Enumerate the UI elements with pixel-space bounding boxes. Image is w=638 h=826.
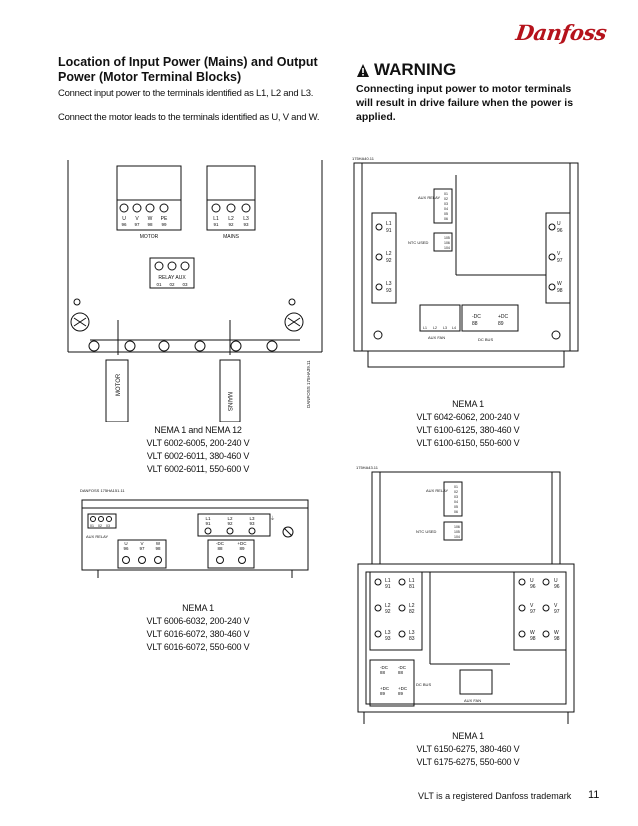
motor-num-99: 99 bbox=[161, 222, 167, 227]
ntc-num: 105 bbox=[454, 530, 460, 534]
aux-num: 03 bbox=[454, 495, 458, 499]
caption-line: VLT 6100-6125, 380-460 V bbox=[416, 425, 520, 435]
gland-plate bbox=[368, 351, 564, 367]
ground-symbol-left bbox=[71, 313, 89, 331]
paragraph-motor: Connect the motor leads to the terminals identified as U, V and W. bbox=[58, 112, 320, 123]
aux-num: 03 bbox=[444, 202, 448, 206]
motor-term-pe: PE bbox=[160, 216, 168, 222]
mains-l2: L2 bbox=[385, 603, 391, 609]
motor-num-98: 98 bbox=[147, 222, 153, 227]
dc-bus-block bbox=[462, 305, 518, 331]
mains-l3b: L3 bbox=[409, 630, 415, 636]
mains-91: 91 bbox=[205, 521, 211, 526]
ntc-num: 104 bbox=[444, 246, 450, 250]
mains-term-l1: L1 bbox=[213, 216, 219, 222]
warning-heading bbox=[356, 60, 456, 80]
mains-92-label: 92 bbox=[386, 258, 392, 264]
motor-u-label: U bbox=[557, 221, 561, 227]
aux-fan-label: AUX FAN bbox=[464, 698, 482, 703]
motor-u: U bbox=[124, 541, 128, 546]
ground-symbol-right bbox=[552, 331, 560, 339]
relay-num-03: 03 bbox=[182, 282, 188, 287]
motor-terminal-box bbox=[117, 166, 181, 200]
aux-relay-label: AUX RELAY bbox=[86, 534, 109, 539]
mains-num-91: 91 bbox=[213, 222, 219, 227]
aux-num: 03 bbox=[106, 524, 110, 528]
motor-term-u: U bbox=[122, 216, 126, 222]
caption-bottom-right bbox=[398, 730, 538, 769]
mains-l2b: L2 bbox=[409, 603, 415, 609]
dc-bus-label: DC BUS bbox=[478, 337, 494, 342]
mains-l3: L3 bbox=[249, 516, 255, 521]
mains-93: 93 bbox=[249, 521, 255, 526]
aux-relay-label: AUX RELAY bbox=[418, 195, 441, 200]
dc-88: 88 bbox=[217, 546, 223, 551]
caption-line: VLT 6006-6032, 200-240 V bbox=[146, 616, 250, 626]
dc-plus: +DC bbox=[237, 541, 247, 546]
motor-block-label: MOTOR bbox=[139, 234, 159, 240]
motor-98: 98 bbox=[155, 546, 161, 551]
mains-num-93: 93 bbox=[243, 222, 249, 227]
motor-terminal-screws bbox=[120, 204, 168, 212]
enclosure-outline bbox=[82, 500, 308, 570]
mains-83: 83 bbox=[409, 636, 415, 642]
caption-line: NEMA 1 bbox=[182, 603, 214, 613]
diagram-code: 175HA43.11 bbox=[356, 465, 378, 470]
mains-92: 92 bbox=[385, 609, 391, 615]
aux-num: 02 bbox=[98, 524, 102, 528]
ground-symbol-right bbox=[285, 313, 303, 331]
motor-w-label: W bbox=[557, 281, 562, 287]
ntc-num: 105 bbox=[444, 236, 450, 240]
mains-term-l2: L2 bbox=[228, 216, 234, 222]
motor-w2: W bbox=[554, 630, 559, 636]
ntc-label: NTC USED bbox=[408, 240, 429, 245]
mains-l3: L3 bbox=[385, 630, 391, 636]
mains-l1b: L1 bbox=[409, 578, 415, 584]
mains-82: 82 bbox=[409, 609, 415, 615]
aux-num: 04 bbox=[444, 207, 448, 211]
motor-term-v: V bbox=[135, 216, 139, 222]
mains-l2: L2 bbox=[227, 516, 233, 521]
caption-line: NEMA 1 bbox=[452, 731, 484, 741]
dc-88-a: 88 bbox=[380, 670, 386, 675]
motor-v2: V bbox=[554, 603, 558, 609]
diagram-code: 175HA40.11 bbox=[352, 156, 374, 161]
dc-89: 89 bbox=[239, 546, 245, 551]
dc-plus-a: +DC bbox=[380, 686, 390, 691]
diagram-nema1-nema12 bbox=[60, 160, 340, 422]
motor-97: 97 bbox=[139, 546, 145, 551]
enclosure-outline bbox=[354, 163, 578, 351]
mains-cable bbox=[220, 360, 240, 422]
relay-aux-label: RELAY AUX bbox=[158, 275, 186, 281]
relay-num-02: 02 bbox=[169, 282, 175, 287]
ntc-num: 104 bbox=[454, 535, 460, 539]
dc-bus-label: DC BUS bbox=[416, 682, 432, 687]
ntc-num: 106 bbox=[444, 241, 450, 245]
danfoss-logo: Danfoss bbox=[514, 20, 609, 45]
mains-l3-label: L3 bbox=[386, 281, 392, 287]
section-title: Location of Input Power (Mains) and Output Power (Motor Terminal Blocks) bbox=[58, 55, 318, 84]
dc-minus-b: -DC bbox=[398, 665, 406, 670]
mount-hole-left bbox=[74, 299, 80, 305]
relay-terminal-screws bbox=[155, 262, 189, 270]
dc-minus-a: -DC bbox=[380, 665, 388, 670]
diagram-nema1-6042 bbox=[348, 155, 584, 377]
mount-feet bbox=[98, 570, 292, 578]
caption-top-right bbox=[398, 398, 538, 450]
motor-v-label: V bbox=[557, 251, 561, 257]
aux-num: 02 bbox=[444, 197, 448, 201]
dc-minus-label: -DC bbox=[472, 314, 481, 320]
dc-88-b: 88 bbox=[398, 670, 404, 675]
motor-cable-label: MOTOR bbox=[116, 373, 122, 396]
mains-91: 91 bbox=[385, 584, 391, 590]
mains-terminal-box bbox=[207, 166, 255, 200]
motor-u2: U bbox=[554, 578, 558, 584]
mains-screws bbox=[205, 528, 255, 534]
motor-98b: 98 bbox=[554, 636, 560, 642]
dc-88-label: 88 bbox=[472, 321, 478, 327]
cable-leads bbox=[118, 320, 230, 355]
caption-line: VLT 6042-6062, 200-240 V bbox=[416, 412, 520, 422]
caption-mid-left bbox=[118, 602, 278, 654]
upper-enclosure bbox=[372, 472, 560, 564]
motor-w: W bbox=[530, 630, 535, 636]
aux-fan-block bbox=[460, 670, 492, 694]
motor-u: U bbox=[530, 578, 534, 584]
mains-93: 93 bbox=[385, 636, 391, 642]
ntc-num: 106 bbox=[454, 525, 460, 529]
upper-inner-panel bbox=[380, 472, 552, 564]
mains-term-l3: L3 bbox=[243, 216, 249, 222]
aux-num: 01 bbox=[444, 192, 448, 196]
motor-96-label: 96 bbox=[557, 228, 563, 234]
aux-num: 02 bbox=[454, 490, 458, 494]
aux-relay-screws bbox=[91, 517, 112, 522]
page-number: 11 bbox=[588, 789, 600, 801]
lower-inner-panel bbox=[366, 572, 566, 704]
ground-symbol-left bbox=[374, 331, 382, 339]
ntc-label: NTC USED bbox=[416, 529, 437, 534]
aux-num: 05 bbox=[444, 212, 448, 216]
fan-term: L3 bbox=[443, 326, 447, 330]
warning-title: WARNING bbox=[374, 60, 457, 79]
mount-hole-right bbox=[289, 299, 295, 305]
dc-minus: -DC bbox=[216, 541, 224, 546]
aux-relay-label: AUX RELAY bbox=[426, 488, 449, 493]
dc-89-a: 89 bbox=[380, 691, 386, 696]
dc-plus-b: +DC bbox=[398, 686, 408, 691]
ground-symbol-right bbox=[283, 527, 293, 537]
mains-block-label: MAINS bbox=[223, 234, 239, 240]
motor-v: V bbox=[530, 603, 534, 609]
caption-top-left bbox=[118, 424, 278, 476]
fan-term: L2 bbox=[433, 326, 437, 330]
caption-line: VLT 6150-6275, 380-460 V bbox=[416, 744, 520, 754]
caption-line: VLT 6002-6005, 200-240 V bbox=[146, 438, 250, 448]
motor-w: W bbox=[155, 541, 161, 546]
caption-line: VLT 6016-6072, 550-600 V bbox=[146, 642, 250, 652]
mains-l1: L1 bbox=[385, 578, 391, 584]
caption-line: VLT 6002-6011, 550-600 V bbox=[146, 464, 250, 474]
motor-v: V bbox=[140, 541, 144, 546]
caption-line: NEMA 1 bbox=[452, 399, 484, 409]
caption-line: VLT 6175-6275, 550-600 V bbox=[416, 757, 520, 767]
dc-plus-label: +DC bbox=[498, 314, 509, 320]
enclosure-top-rail bbox=[82, 500, 308, 508]
motor-term-w: W bbox=[147, 216, 153, 222]
motor-96: 96 bbox=[530, 584, 536, 590]
mains-93-label: 93 bbox=[386, 288, 392, 294]
motor-96: 96 bbox=[123, 546, 129, 551]
diagram-nema1-6150 bbox=[354, 464, 578, 728]
aux-num: 01 bbox=[454, 485, 458, 489]
aux-num: 06 bbox=[444, 217, 448, 221]
diagram-code: DANFOSS 175HA39.11 bbox=[306, 360, 311, 408]
caption-line: VLT 6002-6011, 380-460 V bbox=[146, 451, 250, 461]
diagram-code: DANFOSS 175HA151.11 bbox=[80, 488, 125, 493]
dc-screws bbox=[217, 557, 246, 564]
mains-screws bbox=[376, 224, 382, 290]
warning-text: Connecting input power to motor terminals will result in drive failure when the power is applied. bbox=[356, 83, 574, 123]
ground-symbol: ⏚ bbox=[270, 516, 276, 522]
fan-term: L4 bbox=[452, 326, 456, 330]
caption-line: VLT 6016-6072, 380-460 V bbox=[146, 629, 250, 639]
trademark-footer: VLT is a registered Danfoss trademark bbox=[418, 791, 572, 801]
relay-num-01: 01 bbox=[156, 282, 162, 287]
aux-num: 05 bbox=[454, 505, 458, 509]
mains-l1: L1 bbox=[205, 516, 211, 521]
mount-feet bbox=[364, 712, 568, 724]
dc-89-label: 89 bbox=[498, 321, 504, 327]
mains-cable-label: MAINS bbox=[226, 392, 232, 412]
dc-89-b: 89 bbox=[398, 691, 404, 696]
mains-terminal-screws bbox=[212, 204, 250, 212]
motor-96b: 96 bbox=[554, 584, 560, 590]
motor-num-97: 97 bbox=[134, 222, 140, 227]
mains-l2-label: L2 bbox=[386, 251, 392, 257]
caption-line: VLT 6100-6150, 550-600 V bbox=[416, 438, 520, 448]
mains-81: 81 bbox=[409, 584, 415, 590]
motor-97b: 97 bbox=[554, 609, 560, 615]
aux-num: 06 bbox=[454, 510, 458, 514]
motor-98: 98 bbox=[530, 636, 536, 642]
caption-line: NEMA 1 and NEMA 12 bbox=[154, 425, 242, 435]
aux-fan-label: AUX FAN bbox=[428, 335, 446, 340]
mains-num-92: 92 bbox=[228, 222, 234, 227]
fan-term: L1 bbox=[423, 326, 427, 330]
cable-clamp-screws bbox=[89, 341, 277, 351]
motor-97-label: 97 bbox=[557, 258, 563, 264]
motor-screws bbox=[549, 224, 555, 290]
diagram-nema1-6006 bbox=[80, 488, 312, 584]
motor-97: 97 bbox=[530, 609, 536, 615]
warning-triangle-icon bbox=[356, 63, 370, 78]
dc-terminal-block bbox=[208, 540, 254, 568]
mains-92: 92 bbox=[227, 521, 233, 526]
aux-num: 04 bbox=[454, 500, 458, 504]
dc-terminal-grid bbox=[370, 660, 414, 706]
mains-91-label: 91 bbox=[386, 228, 392, 234]
motor-num-96: 96 bbox=[121, 222, 127, 227]
paragraph-mains: Connect input power to the terminals identified as L1, L2 and L3. bbox=[58, 88, 314, 99]
motor-98-label: 98 bbox=[557, 288, 563, 294]
aux-num: 01 bbox=[90, 524, 94, 528]
motor-screws bbox=[123, 557, 162, 564]
mains-l1-label: L1 bbox=[386, 221, 392, 227]
